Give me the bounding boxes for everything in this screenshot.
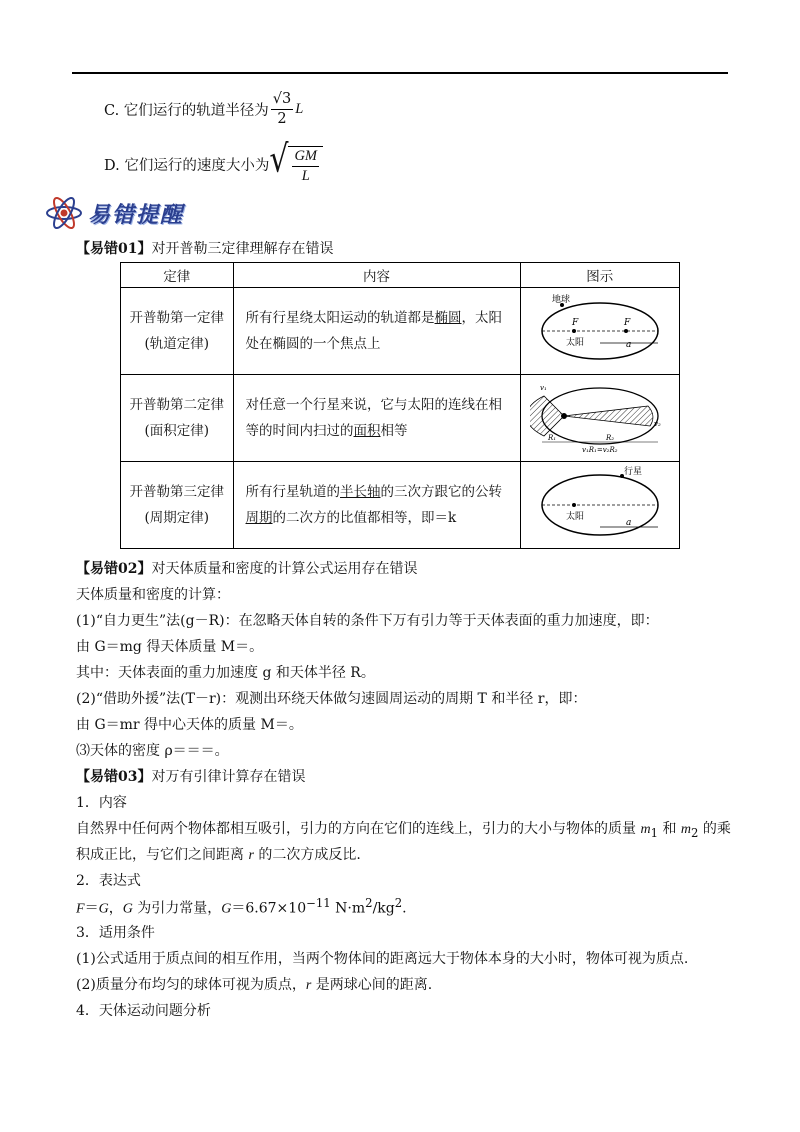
var-G: G: [122, 901, 133, 917]
law-name-cell: [121, 375, 234, 462]
text: 的乘: [698, 821, 731, 837]
fig-label-r2: R₂: [605, 434, 614, 442]
text: 为引力常量，: [132, 900, 222, 917]
err03-heading: [76, 766, 305, 786]
content-underline: 周期: [245, 510, 273, 526]
law-name: 开普勒第一定律: [129, 310, 224, 326]
err03-content-line: [76, 844, 361, 864]
law-alias: (轨道定律): [144, 336, 210, 352]
fig-label-a: a: [625, 518, 632, 528]
section-heading: 2．表达式: [76, 873, 141, 889]
var-m1: m: [640, 822, 651, 837]
sub: 1: [650, 825, 658, 840]
err02-tag: 【易错02】: [76, 561, 152, 577]
option-c: [104, 92, 303, 126]
fig-label-focus: F: [571, 318, 579, 328]
fig-label-earth: 地球: [551, 295, 570, 305]
content-text: 的二次方的比值都相等，即＝k: [272, 510, 457, 526]
condition-line: [76, 974, 432, 994]
err02-line: 由 G＝mg 得天体质量 M＝。: [76, 639, 264, 655]
section-heading: 1．内容: [76, 795, 127, 811]
err01-tag: 【易错01】: [76, 241, 152, 257]
text: 的二次方成反比.: [253, 847, 361, 863]
fig-label-v1: v₁: [539, 384, 547, 392]
col-header-content: 内容: [233, 263, 520, 288]
option-c-numerator: √3: [271, 92, 293, 110]
content-text: 相等: [380, 423, 408, 439]
law-name-cell: [121, 462, 234, 549]
section-heading: 3．适用条件: [76, 925, 155, 941]
err03-tag: 【易错03】: [76, 769, 152, 785]
err01-heading: [76, 238, 333, 258]
kepler-laws-table: [120, 262, 680, 549]
err01-title: 对开普勒三定律理解存在错误: [151, 241, 334, 257]
err02-line: (1)“自力更生”法(g－R)：在忽略天体自转的条件下万有引力等于天体表面的重力加速度，即：: [76, 613, 659, 629]
error-tips-banner: [44, 196, 184, 230]
content-underline: 半长轴: [340, 484, 381, 500]
law-alias: (周期定律): [144, 510, 210, 526]
err03-title: 对万有引律计算存在错误: [151, 769, 306, 785]
text: N·m: [330, 900, 366, 917]
law-figure-cell: [520, 375, 679, 462]
law-content-cell: [233, 288, 520, 375]
var-r: r: [305, 978, 312, 993]
var-G: G: [221, 901, 232, 917]
law-alias: (面积定律): [144, 423, 210, 439]
err02-line: 其中：天体表面的重力加速度 g 和天体半径 R。: [76, 665, 375, 681]
content-text: 对任意一个行星来说，它与太阳的连线在相等的时间内扫过的: [245, 397, 503, 439]
fig-label-r1: R₁: [547, 434, 556, 442]
table-row: [121, 462, 680, 549]
fig-label-a: a: [625, 340, 632, 350]
sup: 2: [394, 896, 403, 910]
fig-label-v2: v₂: [653, 420, 661, 428]
law-figure-cell: [520, 288, 679, 375]
option-d-numerator: GM: [292, 149, 319, 167]
var-m2: m: [680, 822, 692, 837]
content-text: ，太阳处在椭圆的一个焦点上: [245, 310, 503, 352]
law-name: 开普勒第二定律: [129, 397, 224, 413]
content-text: 的三次方跟它的公转: [380, 484, 503, 500]
first-law-ellipse-diagram: [530, 293, 670, 365]
text: 和: [658, 821, 681, 837]
option-d-text: D. 它们运行的速度大小为: [104, 158, 270, 174]
sqrt-sign-icon: √: [269, 137, 289, 182]
law-content-cell: [233, 462, 520, 549]
content-text: 所有行星轨道的: [245, 484, 341, 500]
fig-label-sun: 太阳: [565, 338, 584, 348]
err02-heading: [76, 558, 417, 578]
text: 是两球心间的距离.: [311, 977, 433, 993]
text: .: [402, 900, 407, 917]
law-content-cell: [233, 375, 520, 462]
banner-title: 易错提醒: [88, 202, 185, 228]
err02-title: 对天体质量和密度的计算公式运用存在错误: [151, 561, 418, 577]
option-c-denominator: 2: [277, 110, 287, 127]
third-law-ellipse-diagram: [530, 465, 670, 541]
option-d: [104, 137, 323, 184]
table-header-row: [121, 263, 680, 288]
sub: 2: [691, 825, 699, 840]
sup: −11: [306, 896, 331, 910]
text: /kg: [372, 900, 395, 917]
content-underline: 椭圆: [434, 310, 462, 326]
option-d-sqrt: [269, 137, 323, 184]
content-text: 所有行星绕太阳运动的轨道都是: [245, 310, 435, 326]
condition-line: (1)公式适用于质点间的相互作用，当两个物体间的距离远大于物体本身的大小时，物体可视为质点.: [76, 951, 689, 967]
var-F: F: [76, 901, 85, 917]
table-row: [121, 288, 680, 375]
text: 自然界中任何两个物体都相互吸引，引力的方向在它们的连线上，引力的大小与物体的质量: [76, 821, 636, 837]
sup: 2: [365, 896, 373, 910]
text: (2)质量分布均匀的球体可视为质点，: [76, 977, 306, 993]
var-G: G: [98, 901, 109, 917]
col-header-law: 定律: [121, 263, 234, 288]
atom-icon: [44, 196, 84, 230]
fig-label-planet: 行星: [623, 467, 642, 477]
text: ，: [108, 900, 123, 917]
section-heading: 4．天体运动问题分析: [76, 1003, 211, 1019]
err03-content-line: [76, 818, 731, 840]
fig-label-sun: 太阳: [565, 512, 584, 522]
law-name: 开普勒第三定律: [129, 484, 224, 500]
law-name-cell: [121, 288, 234, 375]
col-header-figure: 图示: [520, 263, 679, 288]
option-c-text: C. 它们运行的轨道半径为: [104, 102, 269, 119]
err02-line: (2)“借助外援”法(T－r)：观测出环绕天体做匀速圆周运动的周期 T 和半径 r，即：: [76, 691, 587, 707]
option-d-denominator: L: [301, 167, 310, 184]
table-row: [121, 375, 680, 462]
text: ＝6.67×10: [231, 900, 307, 917]
text: 积成正比，与它们之间距离: [76, 847, 244, 863]
fig-label-equation: v₁R₁=v₂R₂: [581, 446, 618, 454]
fig-label-focus: F: [623, 318, 631, 328]
second-law-area-diagram: [530, 376, 670, 456]
text: ＝: [84, 900, 99, 917]
option-c-fraction: [271, 92, 293, 126]
option-c-variable: L: [295, 100, 304, 117]
header-rule: [72, 72, 728, 74]
option-d-fraction: [292, 149, 319, 183]
var-r: r: [248, 848, 254, 863]
law-figure-cell: [520, 462, 679, 549]
err02-line: ⑶天体的密度 ρ＝＝＝。: [76, 743, 229, 759]
gravitation-formula: [76, 896, 407, 918]
content-underline: 面积: [353, 423, 381, 439]
err02-line: 天体质量和密度的计算：: [76, 587, 230, 603]
err02-line: 由 G＝mr 得中心天体的质量 M＝。: [76, 717, 303, 733]
